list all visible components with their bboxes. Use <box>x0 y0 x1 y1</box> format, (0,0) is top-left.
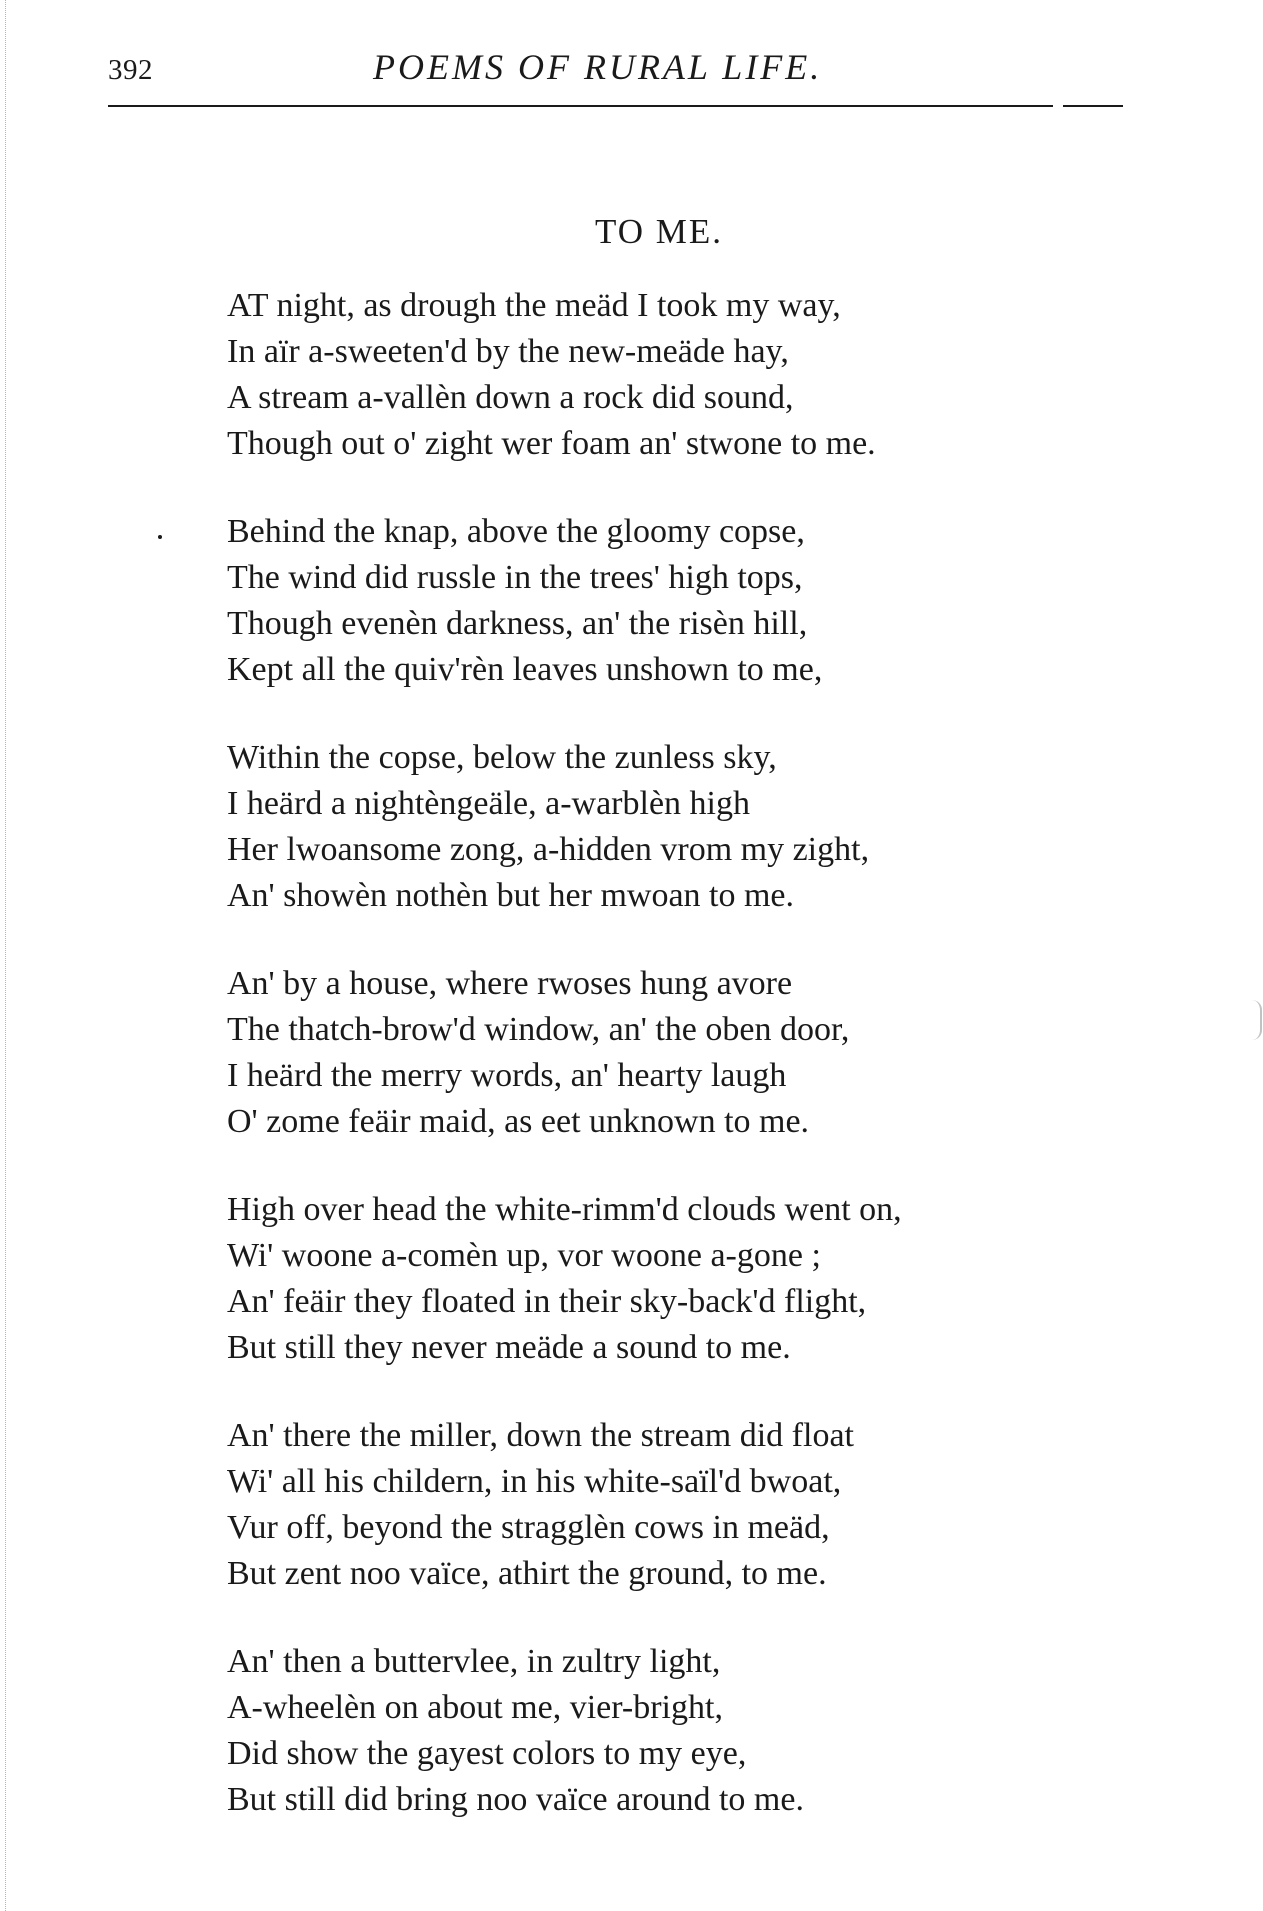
stanza <box>227 735 1127 919</box>
poem-line: O' zome feäir maid, as eet unknown to me. <box>227 1103 810 1140</box>
poem-line: An' showèn nothèn but her mwoan to me. <box>227 877 795 914</box>
poem-line: A stream a-vallèn down a rock did sound, <box>227 379 794 416</box>
poem-line: Behind the knap, above the gloomy copse, <box>227 513 805 550</box>
running-title: POEMS OF RURAL LIFE. <box>373 47 823 87</box>
header-rule <box>108 105 1053 107</box>
stanza <box>227 961 1127 1145</box>
poem-line: AT night, as drough the meäd I took my way, <box>227 287 841 324</box>
poem-line: An' there the miller, down the stream did float <box>227 1417 854 1454</box>
poem-line: The thatch-brow'd window, an' the oben door, <box>227 1011 850 1048</box>
poem-body <box>227 283 1127 1865</box>
poem-line: An' by a house, where rwoses hung avore <box>227 965 793 1002</box>
stanza <box>227 283 1127 467</box>
poem-line: In aïr a-sweeten'd by the new-meäde hay, <box>227 333 789 370</box>
poem-line: Though out o' zight wer foam an' stwone to me. <box>227 425 876 462</box>
poem-line: Wi' woone a-comèn up, vor woone a-gone ; <box>227 1237 821 1274</box>
poem-line: But zent noo vaïce, athirt the ground, to me. <box>227 1555 827 1592</box>
margin-mark <box>1252 1000 1262 1040</box>
stanza <box>227 509 1127 693</box>
poem-line: An' then a buttervlee, in zultry light, <box>227 1643 721 1680</box>
poem-line: Though evenèn darkness, an' the risèn hill, <box>227 605 808 642</box>
poem-line: Vur off, beyond the stragglèn cows in meäd, <box>227 1509 830 1546</box>
page-number: 392 <box>108 54 153 86</box>
poem-title: TO ME. <box>594 212 724 251</box>
poem-line: But still did bring noo vaïce around to me. <box>227 1781 804 1818</box>
print-speck <box>158 535 162 539</box>
poem-line: Her lwoansome zong, a-hidden vrom my zight, <box>227 831 870 868</box>
poem-line: An' feäir they floated in their sky-back'd flight, <box>227 1283 867 1320</box>
poem-line: Kept all the quiv'rèn leaves unshown to me, <box>227 651 823 688</box>
stanza <box>227 1639 1127 1823</box>
poem-line: But still they never meäde a sound to me. <box>227 1329 791 1366</box>
page-header <box>108 40 1123 110</box>
poem-line: I heärd a nightèngeäle, a-warblèn high <box>227 785 750 822</box>
poem-line: Did show the gayest colors to my eye, <box>227 1735 747 1772</box>
stanza <box>227 1187 1127 1371</box>
poem-line: Wi' all his childern, in his white-saïl'd bwoat, <box>227 1463 842 1500</box>
poem-line: High over head the white-rimm'd clouds went on, <box>227 1191 902 1228</box>
stanza <box>227 1413 1127 1597</box>
poem-line: The wind did russle in the trees' high tops, <box>227 559 803 596</box>
page-edge <box>5 0 6 1911</box>
poem-line: I heärd the merry words, an' hearty laugh <box>227 1057 787 1094</box>
header-rule-tail <box>1063 105 1123 107</box>
poem-line: A-wheelèn on about me, vier-bright, <box>227 1689 723 1726</box>
poem-line: Within the copse, below the zunless sky, <box>227 739 777 776</box>
